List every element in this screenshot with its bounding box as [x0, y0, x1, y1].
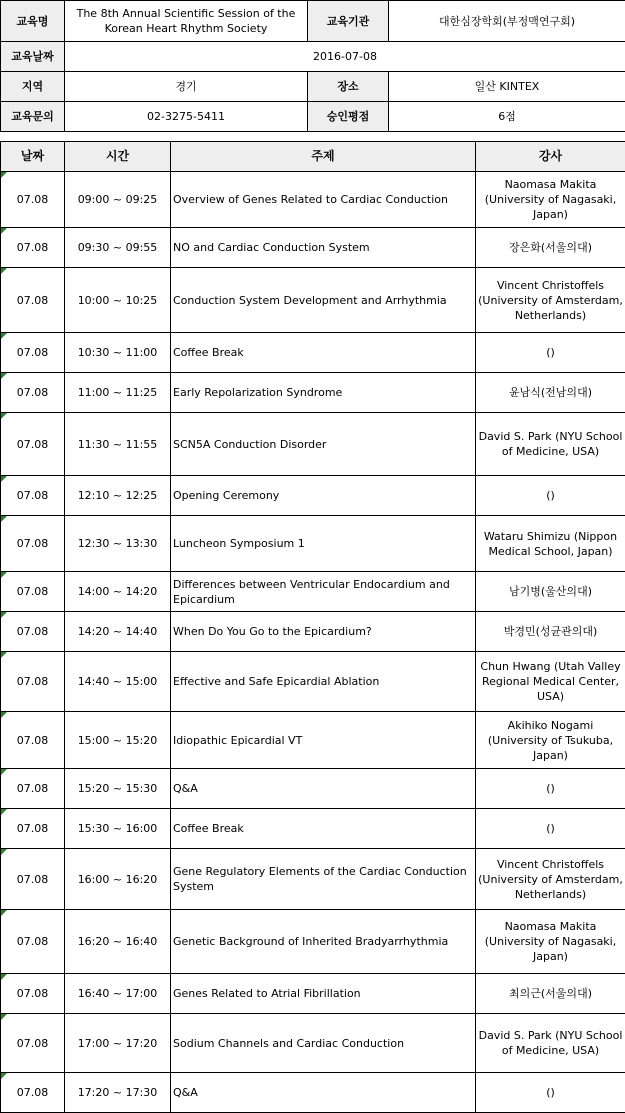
venue-label: 장소 [308, 72, 389, 102]
table-row [1, 476, 625, 516]
table-row [1, 712, 625, 769]
table-row [1, 612, 625, 652]
speaker-cell: Naomasa Makita (University of Nagasaki, Japan) [476, 910, 625, 974]
topic-column-header: 주제 [171, 142, 476, 172]
schedule-body [1, 172, 625, 1113]
schedule-header-row [1, 142, 625, 172]
speaker-cell: 박경민(성균관의대) [476, 612, 625, 652]
course-date-label: 교육날짜 [1, 42, 65, 72]
topic-cell: Effective and Safe Epicardial Ablation [171, 652, 476, 712]
date-cell: 07.08 [1, 974, 65, 1014]
info-row [1, 42, 625, 72]
organization-value: 대한심장학회(부정맥연구회) [389, 1, 625, 42]
time-cell: 09:30 ~ 09:55 [65, 228, 171, 268]
table-row [1, 1014, 625, 1073]
time-cell: 12:30 ~ 13:30 [65, 516, 171, 572]
speaker-cell: 장은화(서울의대) [476, 228, 625, 268]
speaker-cell: Naomasa Makita (University of Nagasaki, Japan) [476, 172, 625, 228]
speaker-cell: Chun Hwang (Utah Valley Regional Medical Center, USA) [476, 652, 625, 712]
speaker-cell: () [476, 1073, 625, 1113]
topic-cell: NO and Cardiac Conduction System [171, 228, 476, 268]
speaker-cell: () [476, 476, 625, 516]
credit-label: 승인평점 [308, 102, 389, 132]
topic-cell: Idiopathic Epicardial VT [171, 712, 476, 769]
date-cell: 07.08 [1, 1014, 65, 1073]
topic-cell: Opening Ceremony [171, 476, 476, 516]
organization-label: 교육기관 [308, 1, 389, 42]
time-cell: 10:30 ~ 11:00 [65, 333, 171, 373]
info-row [1, 102, 625, 132]
topic-cell: When Do You Go to the Epicardium? [171, 612, 476, 652]
date-cell: 07.08 [1, 612, 65, 652]
credit-value: 6점 [389, 102, 625, 132]
topic-cell: Overview of Genes Related to Cardiac Conduction [171, 172, 476, 228]
time-cell: 11:30 ~ 11:55 [65, 413, 171, 476]
time-cell: 15:30 ~ 16:00 [65, 809, 171, 849]
contact-value: 02-3275-5411 [65, 102, 308, 132]
time-cell: 12:10 ~ 12:25 [65, 476, 171, 516]
time-cell: 09:00 ~ 09:25 [65, 172, 171, 228]
topic-cell: Conduction System Development and Arrhythmia [171, 268, 476, 333]
date-cell: 07.08 [1, 849, 65, 910]
time-cell: 17:20 ~ 17:30 [65, 1073, 171, 1113]
time-cell: 14:20 ~ 14:40 [65, 612, 171, 652]
speaker-cell: David S. Park (NYU School of Medicine, USA) [476, 413, 625, 476]
topic-cell: Q&A [171, 769, 476, 809]
table-row [1, 809, 625, 849]
table-row [1, 572, 625, 612]
time-cell: 15:00 ~ 15:20 [65, 712, 171, 769]
time-cell: 16:40 ~ 17:00 [65, 974, 171, 1014]
date-cell: 07.08 [1, 712, 65, 769]
table-row [1, 268, 625, 333]
date-cell: 07.08 [1, 572, 65, 612]
time-cell: 14:40 ~ 15:00 [65, 652, 171, 712]
topic-cell: Early Repolarization Syndrome [171, 373, 476, 413]
table-row [1, 769, 625, 809]
table-row [1, 1073, 625, 1113]
speaker-cell: Vincent Christoffels (University of Amsterdam, Netherlands) [476, 268, 625, 333]
table-row [1, 172, 625, 228]
contact-label: 교육문의 [1, 102, 65, 132]
course-info-table [0, 0, 625, 132]
speaker-cell: () [476, 809, 625, 849]
date-cell: 07.08 [1, 809, 65, 849]
date-cell: 07.08 [1, 228, 65, 268]
speaker-cell: 최의근(서울의대) [476, 974, 625, 1014]
date-cell: 07.08 [1, 268, 65, 333]
date-cell: 07.08 [1, 516, 65, 572]
topic-cell: Genetic Background of Inherited Bradyarrhythmia [171, 910, 476, 974]
table-row [1, 974, 625, 1014]
course-name-value: The 8th Annual Scientific Session of the Korean Heart Rhythm Society [65, 1, 308, 42]
date-cell: 07.08 [1, 910, 65, 974]
speaker-cell: () [476, 333, 625, 373]
speaker-column-header: 강사 [476, 142, 625, 172]
topic-cell: Coffee Break [171, 333, 476, 373]
date-cell: 07.08 [1, 652, 65, 712]
date-column-header: 날짜 [1, 142, 65, 172]
speaker-cell: Vincent Christoffels (University of Amsterdam, Netherlands) [476, 849, 625, 910]
date-cell: 07.08 [1, 373, 65, 413]
venue-value: 일산 KINTEX [389, 72, 625, 102]
schedule-table [0, 141, 625, 1113]
table-row [1, 333, 625, 373]
topic-cell: SCN5A Conduction Disorder [171, 413, 476, 476]
topic-cell: Q&A [171, 1073, 476, 1113]
region-value: 경기 [65, 72, 308, 102]
time-cell: 16:00 ~ 16:20 [65, 849, 171, 910]
topic-cell: Luncheon Symposium 1 [171, 516, 476, 572]
table-row [1, 849, 625, 910]
date-cell: 07.08 [1, 1073, 65, 1113]
table-row [1, 413, 625, 476]
date-cell: 07.08 [1, 333, 65, 373]
info-row [1, 1, 625, 42]
time-cell: 14:00 ~ 14:20 [65, 572, 171, 612]
table-row [1, 516, 625, 572]
topic-cell: Gene Regulatory Elements of the Cardiac Conduction System [171, 849, 476, 910]
topic-cell: Differences between Ventricular Endocardium and Epicardium [171, 572, 476, 612]
course-date-value: 2016-07-08 [65, 42, 625, 72]
time-cell: 16:20 ~ 16:40 [65, 910, 171, 974]
date-cell: 07.08 [1, 413, 65, 476]
table-row [1, 910, 625, 974]
date-cell: 07.08 [1, 476, 65, 516]
topic-cell: Genes Related to Atrial Fibrillation [171, 974, 476, 1014]
topic-cell: Coffee Break [171, 809, 476, 849]
table-row [1, 652, 625, 712]
speaker-cell: () [476, 769, 625, 809]
time-cell: 17:00 ~ 17:20 [65, 1014, 171, 1073]
speaker-cell: 남기병(울산의대) [476, 572, 625, 612]
topic-cell: Sodium Channels and Cardiac Conduction [171, 1014, 476, 1073]
time-cell: 15:20 ~ 15:30 [65, 769, 171, 809]
time-cell: 10:00 ~ 10:25 [65, 268, 171, 333]
table-row [1, 228, 625, 268]
table-row [1, 373, 625, 413]
speaker-cell: Akihiko Nogami (University of Tsukuba, Japan) [476, 712, 625, 769]
speaker-cell: Wataru Shimizu (Nippon Medical School, Japan) [476, 516, 625, 572]
date-cell: 07.08 [1, 769, 65, 809]
time-column-header: 시간 [65, 142, 171, 172]
region-label: 지역 [1, 72, 65, 102]
info-row [1, 72, 625, 102]
time-cell: 11:00 ~ 11:25 [65, 373, 171, 413]
date-cell: 07.08 [1, 172, 65, 228]
course-name-label: 교육명 [1, 1, 65, 42]
speaker-cell: David S. Park (NYU School of Medicine, USA) [476, 1014, 625, 1073]
speaker-cell: 윤남식(전남의대) [476, 373, 625, 413]
